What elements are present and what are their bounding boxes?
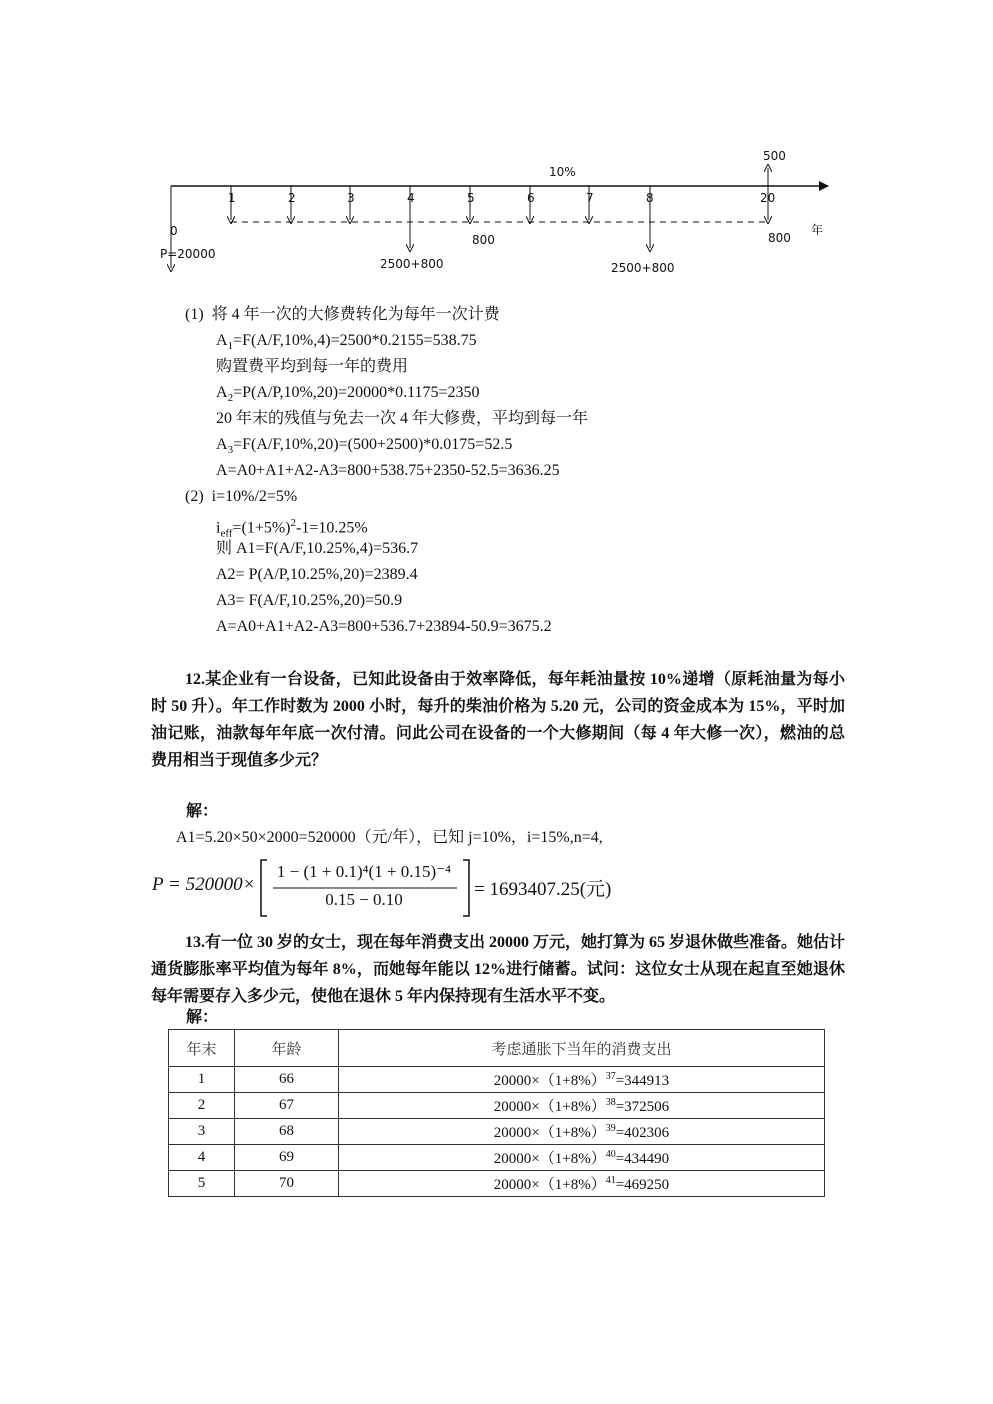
- year-unit-label: 年: [811, 223, 824, 237]
- q13-solution-label: 解：: [186, 1009, 219, 1026]
- table-row: 1 66 $20000\times(1+8\%)^{37}=344913$: [169, 1067, 825, 1093]
- table-row: 2 67 $20000\times(1+8\%)^{38}=372506$: [169, 1093, 825, 1119]
- part2-ieff: $i_{eff}=(1+5\%)^2-1=10.25\%$: [216, 517, 368, 540]
- tick-3: 3: [347, 191, 355, 205]
- part2-a3: A3= F(A/F,10.25%,20)=50.9: [216, 592, 403, 609]
- formula-left: P = 520000×: [152, 874, 256, 895]
- table-row: 3 68 $20000\times(1+8\%)^{39}=402306$: [169, 1119, 825, 1145]
- annual-cost-label: 800: [472, 233, 495, 247]
- salvage-label: 500: [763, 149, 786, 163]
- table-row: 5 70 $20000\times(1+8\%)^{41}=469250$: [169, 1171, 825, 1197]
- tick-20: 20: [760, 191, 776, 205]
- part2-total: A=A0+A1+A2-A3=800+536.7+23894-50.9=3675.2: [216, 618, 552, 635]
- formula-denominator: 0.15 − 0.10: [325, 890, 403, 909]
- part1-heading-line: [185, 302, 500, 328]
- inflation-expense-table: [168, 1029, 825, 1197]
- tick-7: 7: [586, 191, 594, 205]
- part1-note-2: 购置费平均到每一年的费用: [216, 358, 409, 375]
- part1-total: A=A0+A1+A2-A3=800+538.75+2350-52.5=3636.25: [216, 462, 560, 479]
- part1-a3: $A_3=F(A/F,10\%,20)=(500+2500)*0.0175=52.5$: [216, 436, 513, 457]
- q12-solution-label: 解：: [186, 803, 219, 820]
- end-cost-label: 800: [768, 231, 791, 245]
- part2-i-line: (2) i=10%/2=5%: [185, 488, 298, 505]
- table-header-row: [169, 1030, 825, 1067]
- header-year-end: 年末: [169, 1030, 235, 1067]
- part2-a2: A2= P(A/P,10.25%,20)=2389.4: [216, 566, 418, 583]
- header-expense: 考虑通胀下当年的消费支出: [339, 1030, 825, 1067]
- part1-a1: $A_1=F(A/F,10\%,4)=2500*0.2155=538.75$: [216, 332, 477, 353]
- p-label: P=20000: [160, 247, 216, 261]
- part2-number: (2): [185, 488, 204, 505]
- tick-4: 4: [407, 191, 415, 205]
- axis-arrow-head: [819, 181, 829, 191]
- overhaul-label-8: 2500+800: [611, 261, 675, 275]
- overhaul-label-4: 2500+800: [380, 257, 444, 271]
- q12-given: A1=5.20×50×2000=520000（元/年），已知 j=10%，i=15%,n=4,: [176, 829, 603, 846]
- cash-flow-diagram: [0, 0, 993, 290]
- question-13-text: 13.有一位 30 岁的女士，现在每年消费支出 20000 万元，她打算为 65 岁退休做些准备。她估计通货膨胀率平均值为每年 8%，而她每年能以 12%进行储蓄。试问：这位女士从现在起直至她退休每年需要存入多少元，使他在退休 5 年内保持现有生活水平不变。: [151, 934, 846, 1005]
- tick-8: 8: [646, 191, 654, 205]
- part1-note-3: 20 年末的残值与免去一次 4 年大修费，平均到每一年: [216, 410, 589, 427]
- tick-6: 6: [527, 191, 535, 205]
- question-13: [151, 929, 845, 1010]
- rate-label: 10%: [549, 165, 576, 179]
- part1-number: (1): [185, 306, 204, 323]
- question-12: [151, 666, 845, 774]
- formula-numerator: 1 − (1 + 0.1)⁴(1 + 0.15)⁻⁴: [276, 862, 452, 881]
- tick-5: 5: [467, 191, 475, 205]
- tick-2: 2: [288, 191, 296, 205]
- part1-a2: $A_2=P(A/P,10\%,20)=20000*0.1175=2350$: [216, 384, 480, 405]
- table-row: 4 69 $20000\times(1+8\%)^{40}=434490$: [169, 1145, 825, 1171]
- zero-label: 0: [170, 224, 178, 238]
- part2-a1: 则 A1=F(A/F,10.25%,4)=536.7: [216, 540, 419, 557]
- question-12-text: 12.某企业有一台设备，已知此设备由于效率降低，每年耗油量按 10%递增（原耗油量为每小时 50 升）。年工作时数为 2000 小时，每升的柴油价格为 5.20 元，公司的资金成本为 15%，平时加油记账，油款每年年底一次付清。问此公司在设备的一个大修期间（每 4 年大修一次），燃油的总费用相当于现值多少元？: [151, 671, 845, 769]
- tick-1: 1: [228, 191, 236, 205]
- formula-right: = 1693407.25(元): [474, 879, 612, 900]
- header-age: 年龄: [235, 1030, 339, 1067]
- part1-heading: 将 4 年一次的大修费转化为每年一次计费: [211, 306, 500, 323]
